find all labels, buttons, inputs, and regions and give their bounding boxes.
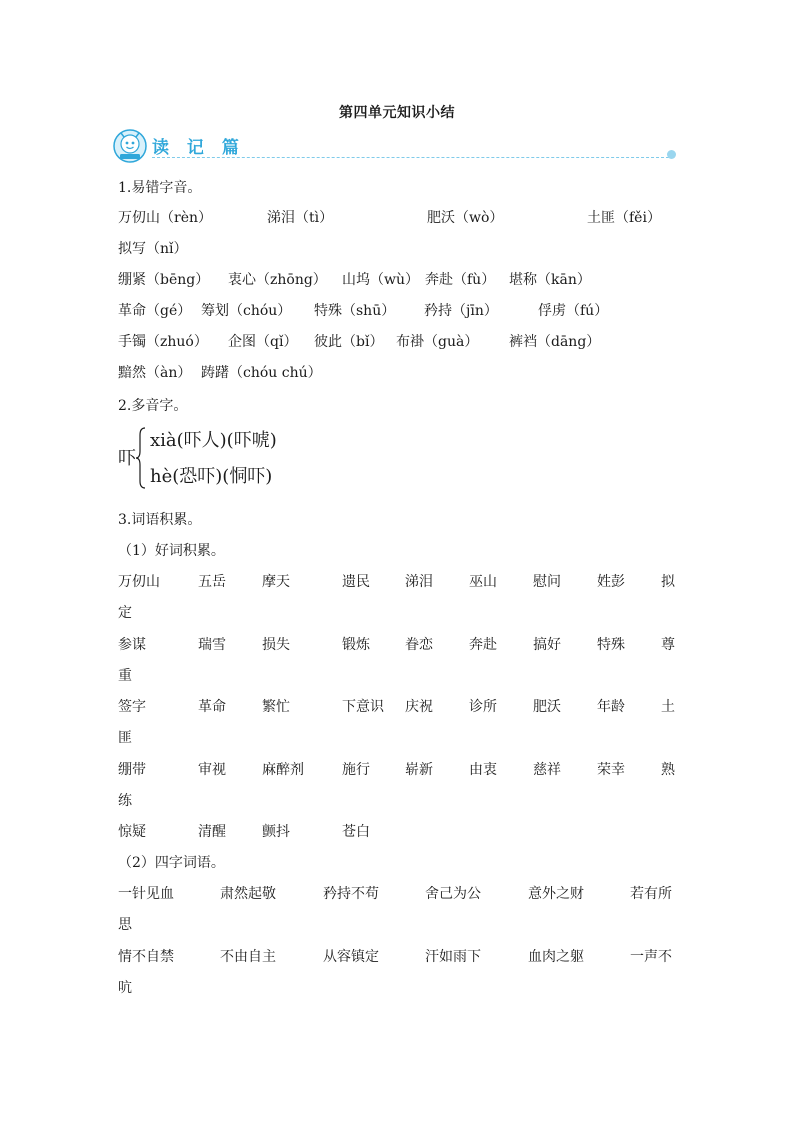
word: 摩天 (262, 574, 290, 590)
word: 特殊 (597, 637, 625, 653)
section-label: 读 记 篇 (152, 138, 245, 158)
word: 苍白 (342, 824, 370, 840)
word: 练 (118, 793, 132, 809)
idiom: 血肉之躯 (528, 949, 584, 965)
word: 眷恋 (405, 637, 433, 653)
idiom: 舍己为公 (425, 886, 481, 902)
word: 由衷 (469, 762, 497, 778)
word: 下意识 (342, 699, 384, 715)
subheading-good-words: （1）好词积累。 (118, 543, 225, 559)
pron-item: 彼此（bǐ） (314, 334, 384, 350)
pron-line (118, 300, 678, 322)
word: 损失 (262, 637, 290, 653)
pron-item: 拟写（nǐ） (118, 241, 188, 257)
polyphone-reading-2: hè(恐吓)(恫吓) (150, 466, 273, 487)
pron-item: 肥沃（wò） (427, 210, 504, 226)
pron-item: 土匪（fěi） (587, 210, 661, 226)
pron-item: 俘虏（fú） (538, 303, 609, 319)
reading-mascot-icon (112, 128, 148, 164)
idiom: 思 (118, 917, 132, 933)
idiom: 吭 (118, 980, 132, 996)
word-row (118, 696, 678, 718)
pron-line (118, 362, 678, 384)
pron-line (118, 331, 678, 353)
word: 巫山 (469, 574, 497, 590)
word: 麻醉剂 (262, 762, 304, 778)
pron-item: 堪称（kān） (509, 272, 591, 288)
pron-item: 布褂（guà） (396, 334, 479, 350)
word-row (118, 790, 678, 812)
idiom: 不由自主 (220, 949, 276, 965)
word: 五岳 (198, 574, 226, 590)
word: 参谋 (118, 637, 146, 653)
idiom: 若有所 (630, 886, 672, 902)
pron-item: 手镯（zhuó） (118, 334, 208, 350)
word: 革命 (198, 699, 226, 715)
word: 万仞山 (118, 574, 160, 590)
pron-item: 奔赴（fù） (425, 272, 496, 288)
word: 拟 (661, 574, 675, 590)
word: 锻炼 (342, 637, 370, 653)
word-row (118, 634, 678, 656)
word: 肥沃 (533, 699, 561, 715)
idiom: 意外之财 (528, 886, 584, 902)
word: 清醒 (198, 824, 226, 840)
pron-item: 矜持（jīn） (424, 303, 498, 319)
heading-pronunciation: 1.易错字音。 (118, 180, 202, 196)
word: 遗民 (342, 574, 370, 590)
idiom-row (118, 914, 678, 936)
word-row (118, 602, 678, 624)
word: 慰问 (533, 574, 561, 590)
word: 施行 (342, 762, 370, 778)
word: 繁忙 (262, 699, 290, 715)
word-row (118, 665, 678, 687)
word: 庆祝 (405, 699, 433, 715)
pron-item: 山坞（wù） (342, 272, 419, 288)
idiom-row (118, 946, 678, 968)
word: 颤抖 (262, 824, 290, 840)
polyphone-reading-1: xià(吓人)(吓唬) (150, 430, 277, 451)
idiom-row (118, 883, 678, 905)
polyphone-block (116, 424, 336, 494)
word-row (118, 571, 678, 593)
word: 土 (661, 699, 675, 715)
idiom: 肃然起敬 (220, 886, 276, 902)
word: 奔赴 (469, 637, 497, 653)
idiom: 矜持不苟 (323, 886, 379, 902)
pron-item: 筹划（chóu） (201, 303, 292, 319)
polyphone-char: 吓 (118, 448, 136, 469)
word: 搞好 (533, 637, 561, 653)
pron-line (118, 269, 678, 291)
pron-item: 企图（qǐ） (228, 334, 298, 350)
idiom: 从容镇定 (323, 949, 379, 965)
pron-item: 革命（gé） (118, 303, 192, 319)
word: 审视 (198, 762, 226, 778)
subheading-idioms: （2）四字词语。 (118, 855, 225, 871)
word: 匪 (118, 730, 132, 746)
word: 尊 (661, 637, 675, 653)
word: 诊所 (469, 699, 497, 715)
page-title: 第四单元知识小结 (339, 105, 455, 121)
banner-dot-icon (667, 150, 676, 159)
idiom: 汗如雨下 (425, 949, 481, 965)
word: 惊疑 (118, 824, 146, 840)
word-row (118, 821, 678, 843)
word-row (118, 727, 678, 749)
pron-item: 绷紧（bēng） (118, 272, 210, 288)
heading-polyphone: 2.多音字。 (118, 398, 188, 414)
word: 瑞雪 (198, 637, 226, 653)
heading-vocabulary: 3.词语积累。 (118, 512, 202, 528)
left-brace-icon (135, 427, 147, 489)
pron-item: 裤裆（dāng） (509, 334, 601, 350)
pron-item: 万仞山（rèn） (118, 210, 212, 226)
idiom: 情不自禁 (118, 949, 174, 965)
pron-line (118, 238, 678, 260)
pron-item: 黯然（àn） (118, 365, 192, 381)
word: 涕泪 (405, 574, 433, 590)
word: 慈祥 (533, 762, 561, 778)
word: 定 (118, 605, 132, 621)
section-banner (112, 128, 682, 164)
word: 重 (118, 668, 132, 684)
pron-item: 涕泪（tì） (267, 210, 334, 226)
word: 绷带 (118, 762, 146, 778)
idiom: 一针见血 (118, 886, 174, 902)
idiom-row (118, 977, 678, 999)
word: 崭新 (405, 762, 433, 778)
word: 签字 (118, 699, 146, 715)
word-row (118, 759, 678, 781)
word: 荣幸 (597, 762, 625, 778)
banner-divider (152, 157, 674, 158)
pron-line (118, 207, 678, 229)
word: 熟 (661, 762, 675, 778)
pron-item: 踌躇（chóu chú） (201, 365, 322, 381)
idiom: 一声不 (630, 949, 672, 965)
word: 年龄 (597, 699, 625, 715)
pron-item: 衷心（zhōng） (228, 272, 327, 288)
pron-item: 特殊（shū） (314, 303, 396, 319)
word: 姓彭 (597, 574, 625, 590)
